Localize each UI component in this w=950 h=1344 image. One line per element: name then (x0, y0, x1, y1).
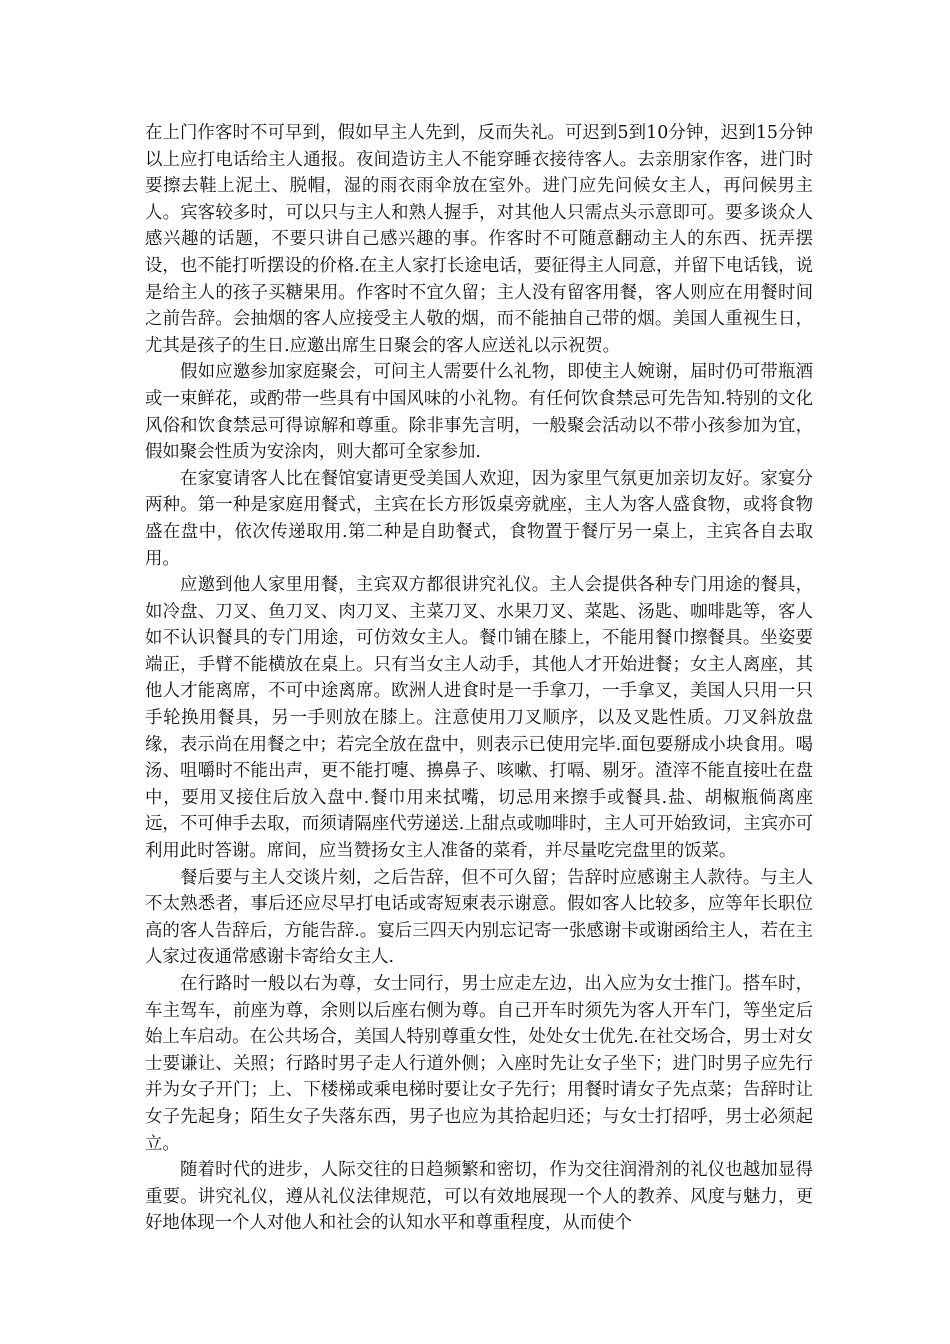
document-body (145, 120, 813, 1237)
paragraph-visiting-etiquette: 在上门作客时不可早到，假如早主人先到，反而失礼。可迟到5到10分钟，迟到15分钟以上应打电话给主人通报。夜间造访主人不能穿睡衣接待客人。去亲朋家作客，进门时要擦去鞋上泥土、脱帽，湿的雨衣雨伞放在室外。进门应先问候女主人，再问候男主人。宾客较多时，可以只与主人和熟人握手，对其他人只需点头示意即可。要多谈众人感兴趣的话题，不要只讲自己感兴趣的事。作客时不可随意翻动主人的东西、抚弄摆设，也不能打听摆设的价格.在主人家打长途电话，要征得主人同意，并留下电话钱，说是给主人的孩子买糖果用。作客时不宜久留；主人没有留客用餐，客人则应在用餐时间之前告辞。会抽烟的客人应接受主人敬的烟，而不能抽自己带的烟。美国人重视生日，尤其是孩子的生日.应邀出席生日聚会的客人应送礼以示祝贺。 (145, 123, 813, 356)
paragraph-home-banquet: 在家宴请客人比在餐馆宴请更受美国人欢迎，因为家里气氛更加亲切友好。家宴分两种。第一种是家庭用餐式，主宾在长方形饭桌旁就座，主人为客人盛食物，或将食物盛在盘中，依次传递取用.第二种是自助餐式，食物置于餐厅另一桌上，主宾各自去取用。 (145, 468, 813, 569)
paragraph-after-meal: 餐后要与主人交谈片刻，之后告辞，但不可久留；告辞时应感谢主人款待。与主人不太熟悉者，事后还应尽早打电话或寄短柬表示谢意。假如客人比较多，应等年长职位高的客人告辞后，方能告辞.。宴后三四天内别忘记寄一张感谢卡或谢函给主人，若在主人家过夜通常感谢卡寄给女主人. (145, 867, 813, 968)
paragraph-conclusion: 随着时代的进步，人际交往的日趋频繁和密切，作为交往润滑剂的礼仪也越加显得重要。讲究礼仪，遵从礼仪法律规范，可以有效地展现一个人的教养、风度与魅力，更好地体现一个人对他人和社会的认知水平和尊重程度，从而使个 (145, 1160, 813, 1234)
paragraph-ladies-first: 在行路时一般以右为尊，女士同行，男士应走左边，出入应为女士推门。搭车时，车主驾车，前座为尊，余则以后座右侧为尊。自己开车时须先为客人开车门，等坐定后始上车启动。在公共场合，美国人特别尊重女性，处处女士优先.在社交场合，男士对女士要谦让、关照；行路时男子走人行道外侧；入座时先让女子坐下；进门时男子应先行并为女子开门；上、下楼梯或乘电梯时要让女子先行；用餐时请女子先点菜；告辞时让女子先起身；陌生女子失落东西，男子也应为其拾起归还；与女士打招呼，男士必须起立。 (145, 974, 813, 1154)
paragraph-family-party: 假如应邀参加家庭聚会，可问主人需要什么礼物，即使主人婉谢，届时仍可带瓶酒或一束鲜花，或酌带一些具有中国风味的小礼物。有任何饮食禁忌可先告知.特别的文化风俗和饮食禁忌可得谅解和尊重。除非事先言明，一般聚会活动以不带小孩参加为宜，假如聚会性质为安涂肉，则大都可全家参加. (145, 362, 813, 463)
paragraph-dining-etiquette: 应邀到他人家里用餐，主宾双方都很讲究礼仪。主人会提供各种专门用途的餐具，如冷盘、刀叉、鱼刀叉、肉刀叉、主菜刀叉、水果刀叉、菜匙、汤匙、咖啡匙等，客人如不认识餐具的专门用途，可仿效女主人。餐巾铺在膝上，不能用餐巾擦餐具。坐姿要端正，手臂不能横放在桌上。只有当女主人动手，其他人才开始进餐；女主人离座，其他人才能离席，不可中途离席。欧洲人进食时是一手拿刀，一手拿叉，美国人只用一只手轮换用餐具，另一手则放在膝上。注意使用刀叉顺序，以及叉匙性质。刀叉斜放盘缘，表示尚在用餐之中；若完全放在盘中，则表示已使用完毕.面包要掰成小块食用。喝汤、咀嚼时不能出声，更不能打嚏、擤鼻子、咳嗽、打嗝、剔牙。渣滓不能直接吐在盘中，要用叉接住后放入盘中.餐巾用来拭嘴，切忌用来擦手或餐具.盐、胡椒瓶倘离座远，不可伸手去取，而须请隔座代劳递送.上甜点或咖啡时，主人可开始致词，主宾亦可利用此时答谢。席间，应当赞扬女主人准备的菜肴，并尽量吃完盘里的饭菜。 (145, 575, 813, 862)
